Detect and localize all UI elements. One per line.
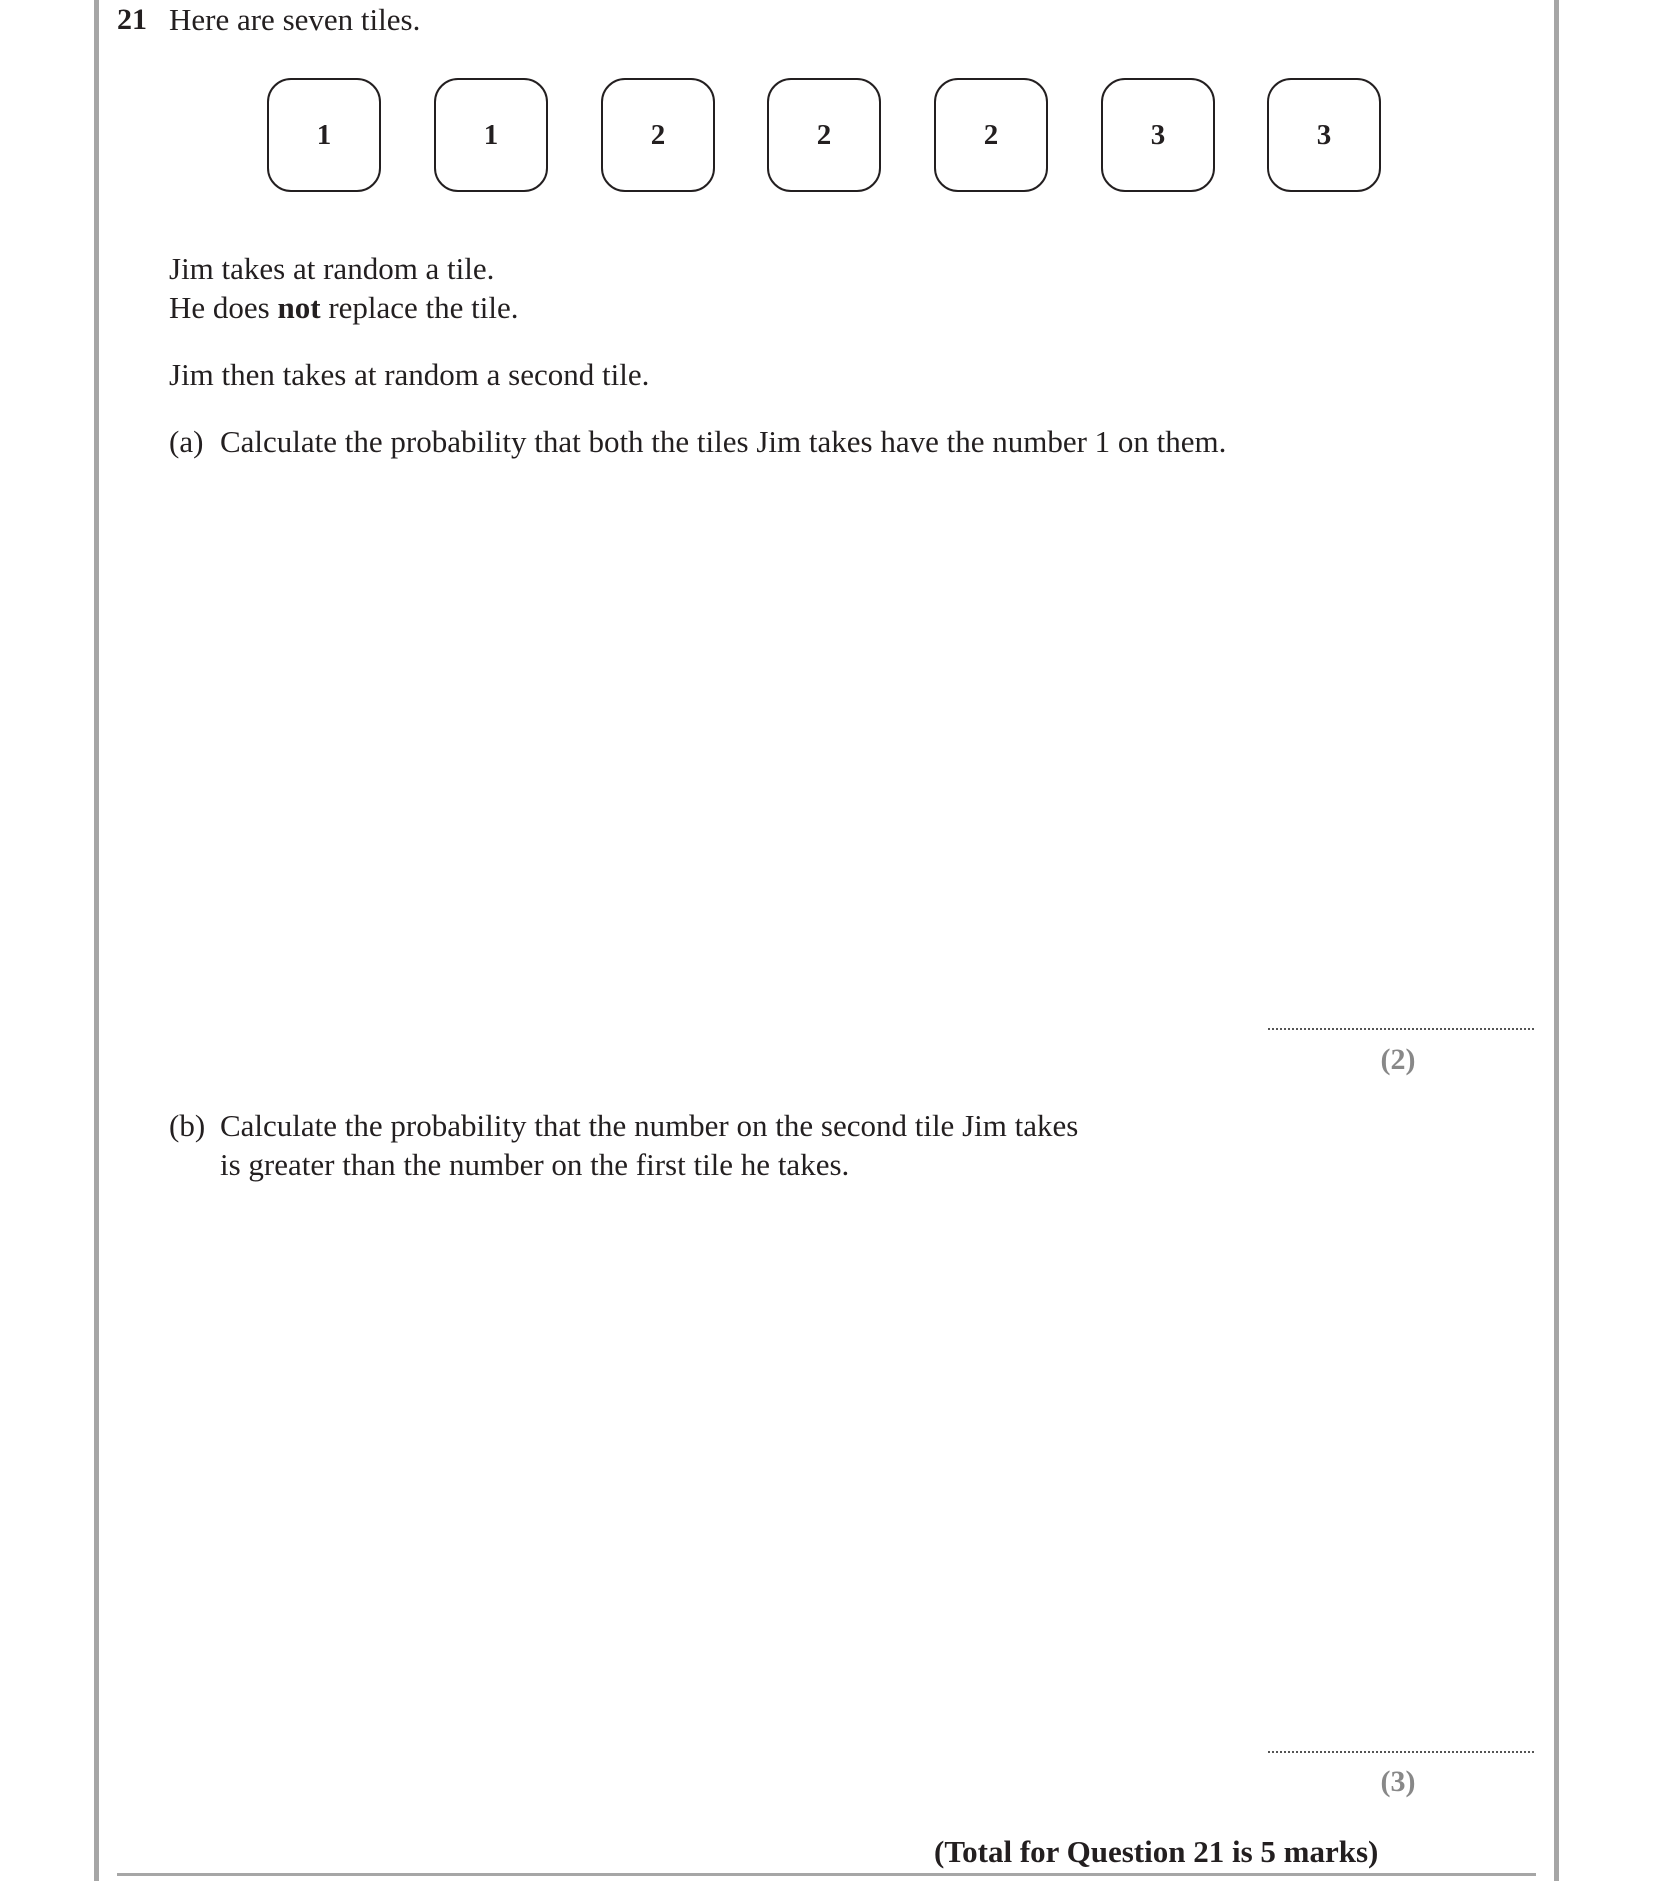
part-b-text-line-1: Calculate the probability that the number on the second tile Jim takes [220,1108,1079,1143]
tile: 3 [1267,78,1381,192]
question-intro: Here are seven tiles. [169,2,421,37]
part-b-label: (b) [169,1108,206,1143]
stem-line-2-emphasis: not [277,290,321,325]
stem-line-2-start: He does [169,290,278,325]
bottom-rule [117,1873,1536,1876]
question-total: (Total for Question 21 is 5 marks) [934,1834,1379,1869]
stem-line-1: Jim takes at random a tile. [169,251,495,286]
tile: 1 [434,78,548,192]
part-a-text: Calculate the probability that both the tiles Jim takes have the number 1 on them. [220,424,1227,459]
tile: 2 [767,78,881,192]
part-a-marks: (2) [1380,1043,1416,1076]
part-b-text-line-2: is greater than the number on the first tile he takes. [220,1147,850,1182]
tile: 3 [1101,78,1215,192]
page-border-left [94,0,99,1881]
stem-line-2 [169,289,519,327]
tile: 1 [267,78,381,192]
question-number: 21 [117,3,147,36]
part-b-answer-line[interactable] [1268,1751,1534,1753]
tile: 2 [934,78,1048,192]
tile: 2 [601,78,715,192]
page-border-right [1554,0,1559,1881]
stem-line-3: Jim then takes at random a second tile. [169,357,650,392]
part-b-marks: (3) [1380,1765,1416,1798]
stem-line-2-end: replace the tile. [320,290,519,325]
part-a-answer-line[interactable] [1268,1028,1534,1030]
part-a-label: (a) [169,424,204,459]
